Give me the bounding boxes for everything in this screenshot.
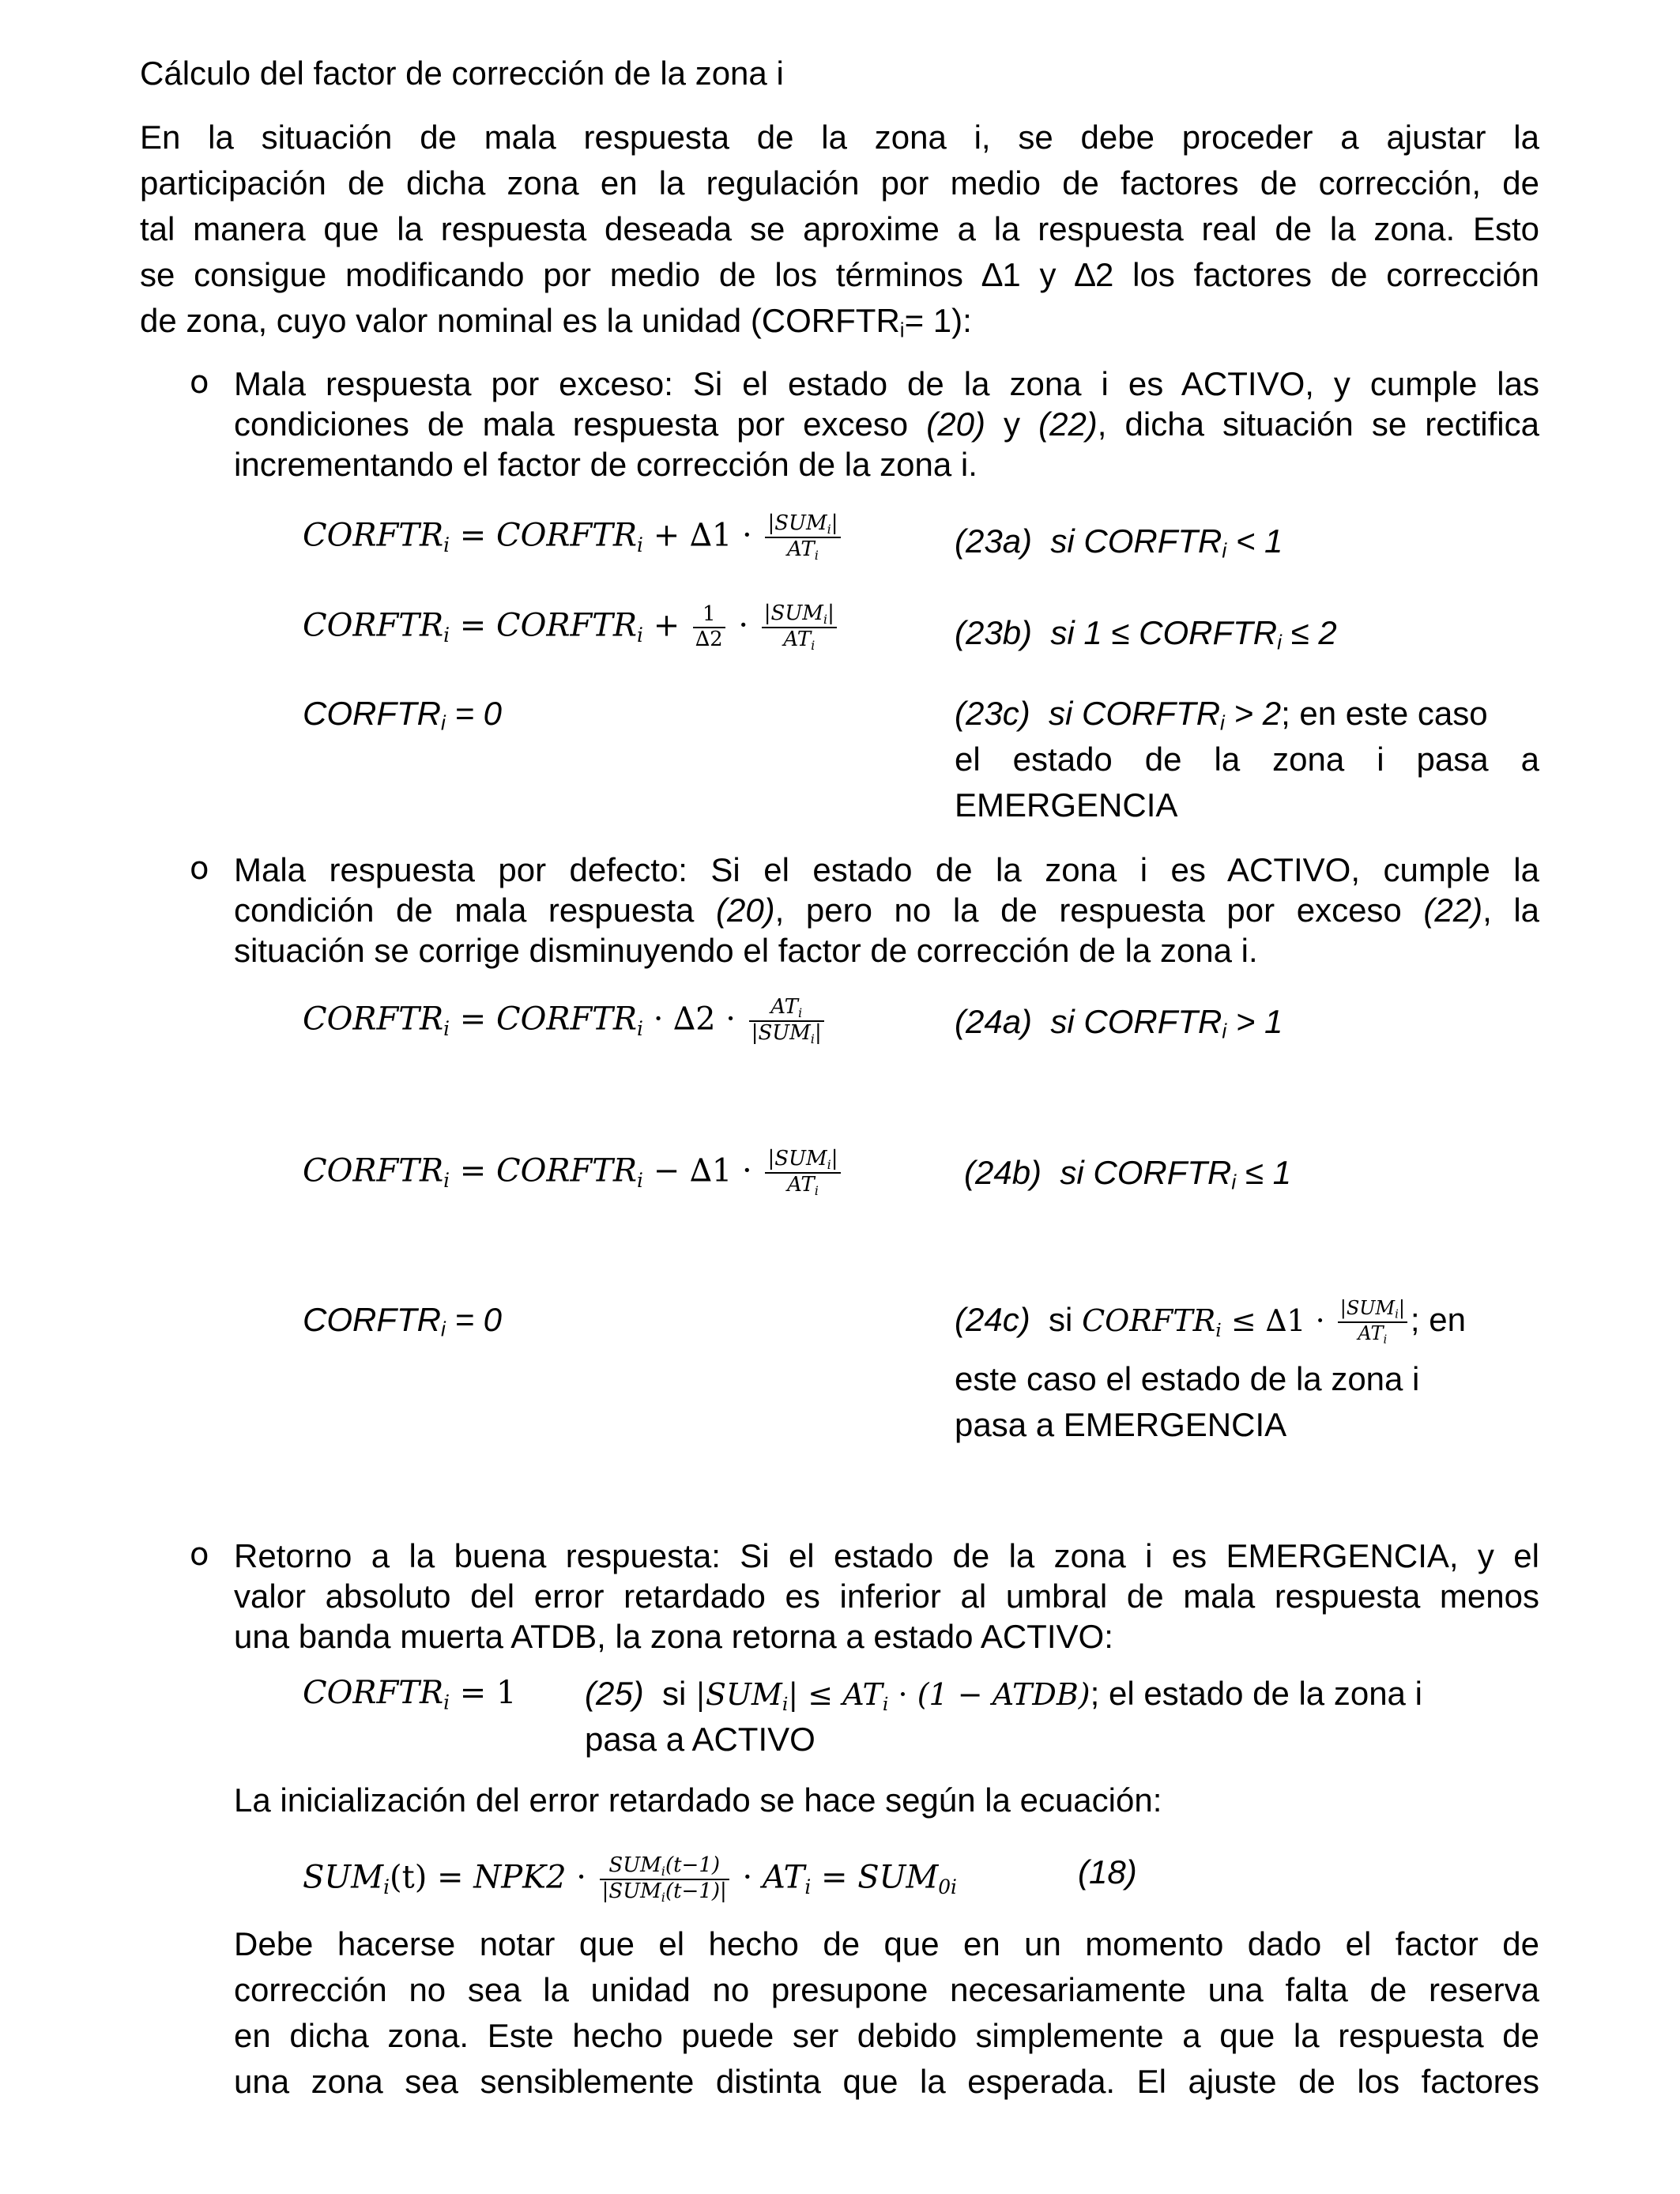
eq-var: CORFTR	[303, 517, 444, 554]
fraction-sum-over-at: $\frac{|SUM_i|}{AT_i}$	[765, 1148, 840, 1199]
fraction-at-over-sum: $\frac{AT_i}{|SUM_i|}$	[749, 996, 824, 1047]
section-title: Cálculo del factor de corrección de la zona i	[140, 55, 784, 92]
eq-sub: i	[637, 533, 643, 556]
eq-23c-line-2: el estado de la zona i pasa a	[955, 741, 1539, 778]
closing-line-4: una zona sea sensiblemente distinta que la esperada. El ajuste de los factores	[234, 2063, 1539, 2100]
eq-24c-line-2: este caso el estado de la zona i	[955, 1360, 1420, 1397]
eq-25-line-2: pasa a ACTIVO	[585, 1721, 816, 1758]
eq-23c-line-3: EMERGENCIA	[955, 786, 1178, 824]
eq-sub: i	[443, 533, 450, 556]
fraction-sum-over-at: $\frac{|SUM_i|}{AT_i}$	[762, 602, 837, 654]
bullet-3-line-3: una banda muerta ATDB, la zona retorna a estado ACTIVO:	[234, 1618, 1113, 1655]
b1-l2-a: condiciones de mala respuesta por exceso	[234, 405, 927, 443]
bullet-2-line-2: condición de mala respuesta (20), pero no la de respuesta por exceso (22), la	[234, 892, 1540, 929]
b1-ref-22: (22)	[1038, 405, 1098, 443]
equation-23b: $CORFTR_i$ = $CORFTR_i$ + $\frac{1}{\Delta 2}$ · $\frac{|SUM_i|}{AT_i}$	[303, 602, 840, 654]
bullet-2-line-3: situación se corrige disminuyendo el factor de corrección de la zona i.	[234, 932, 1258, 969]
equation-23c: $CORFTR_i = 0$	[303, 695, 503, 735]
closing-line-1: Debe hacerse notar que el hecho de que en un momento dado el factor de	[234, 1925, 1539, 1962]
init-text: La inicialización del error retardado se hace según la ecuación:	[234, 1781, 1162, 1819]
equation-25: $CORFTR_i = 1$	[303, 1675, 517, 1714]
intro-line-4: se consigue modificando por medio de los términos ∆1 y ∆2 los factores de corrección	[140, 256, 1539, 293]
fraction-sum-ratio: $\frac{SUM_i(t-1)}{|SUM_i(t-1)|}$	[600, 1854, 729, 1906]
bullet-2-marker: o	[190, 850, 209, 887]
closing-line-2: corrección no sea la unidad no presupone necesariamente una falta de reserva	[234, 1971, 1539, 2008]
eq-23b-condition: (23b) si $1 \le CORFTR_i \le 2$	[955, 614, 1337, 654]
eq-label: (23a)	[955, 522, 1033, 560]
equation-24a: $CORFTR_i$ = $CORFTR_i \cdot \Delta 2$ · $\frac{AT_i}{|SUM_i|}$	[303, 996, 827, 1047]
b1-ref-20: (20)	[926, 405, 985, 443]
bullet-2-line-1: Mala respuesta por defecto: Si el estado de la zona i es ACTIVO, cumple la	[234, 851, 1539, 888]
intro-line-5-text: de zona, cuyo valor nominal es la unidad (CORFTR	[140, 302, 900, 339]
bullet-3-line-2: valor absoluto del error retardado es inferior al umbral de mala respuesta menos	[234, 1578, 1539, 1615]
eq-24a-condition: (24a) si $CORFTR_i > 1$	[955, 1003, 1283, 1043]
equation-24c: $CORFTR_i = 0$	[303, 1301, 503, 1341]
intro-line-1: En la situación de mala respuesta de la zona i, se debe proceder a ajustar la	[140, 119, 1539, 156]
bullet-3-marker: o	[190, 1536, 209, 1573]
intro-tail: = 1):	[904, 302, 972, 339]
equation-23a: $CORFTR_i$ = $CORFTR_i + \Delta 1$ · $\frac{|SUM_i|}{AT_i}$	[303, 512, 844, 564]
intro-line-5	[140, 298, 972, 353]
eq-24c-line-3: pasa a EMERGENCIA	[955, 1406, 1287, 1443]
eq-25-condition: (25) si $|SUM_i| \le AT_i \cdot (1$ − ATDB); el estado de la zona i	[585, 1675, 1422, 1716]
bullet-3-line-1: Retorno a la buena respuesta: Si el estado de la zona i es EMERGENCIA, y el	[234, 1537, 1539, 1574]
eq-var: CORFTR	[495, 517, 638, 554]
eq-24c-condition: (24c) si $CORFTR_i \le \Delta 1$ · $\frac{|SUM_i|}{AT_i}$ ; en	[955, 1297, 1466, 1347]
bullet-1-line-3: incrementando el factor de corrección de la zona i.	[234, 446, 977, 483]
equation-18: $SUM_i(t) = NPK2$ · $\frac{SUM_i(t-1)}{|SUM_i(t-1)|}$ · $AT_i = SUM_{0i}$	[303, 1853, 957, 1906]
bullet-1-line-1: Mala respuesta por exceso: Si el estado de la zona i es ACTIVO, y cumple las	[234, 365, 1539, 402]
intro-line-3: tal manera que la respuesta deseada se aproxime a la respuesta real de la zona. Esto	[140, 210, 1539, 247]
eq-23c-condition: (23c) si $CORFTR_i > 2$; en este caso	[955, 695, 1488, 735]
fraction-sum-over-at: $\frac{|SUM_i|}{AT_i}$	[765, 512, 840, 564]
intro-line-2: participación de dicha zona en la regulación por medio de factores de corrección, de	[140, 164, 1539, 202]
eq-24b-condition: (24b) si $CORFTR_i \le 1$	[964, 1154, 1291, 1194]
b1-l2-b: y	[985, 405, 1039, 443]
fraction-one-over-delta2: $\frac{1}{\Delta 2}$	[693, 603, 725, 652]
delta-1: ∆1	[689, 517, 733, 554]
closing-line-3: en dicha zona. Este hecho puede ser debido simplemente a que la respuesta de	[234, 2017, 1539, 2054]
bullet-1-line-2	[234, 401, 1539, 447]
b1-l2-c: , dicha situación se rectifica	[1097, 405, 1539, 443]
bullet-1-marker: o	[190, 364, 209, 401]
fraction-sum-over-at: $\frac{|SUM_i|}{AT_i}$	[1338, 1298, 1407, 1346]
eq-18-label: (18)	[1078, 1853, 1137, 1891]
intro-subscript: i	[899, 318, 905, 342]
eq-23a-condition: (23a) si $CORFTR_i < 1$	[955, 522, 1283, 563]
equation-24b: $CORFTR_i$ = $CORFTR_i - \Delta 1$ · $\frac{|SUM_i|}{AT_i}$	[303, 1148, 844, 1199]
cond-text: si CORFTR	[1050, 522, 1222, 560]
